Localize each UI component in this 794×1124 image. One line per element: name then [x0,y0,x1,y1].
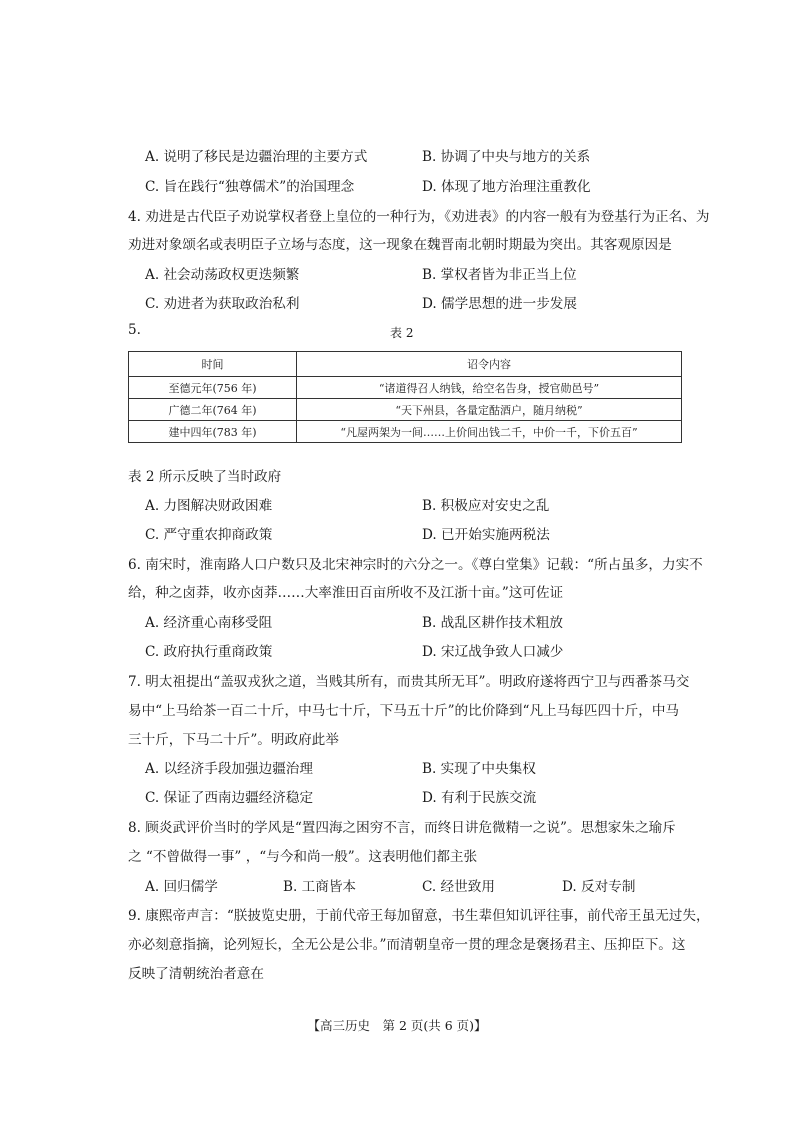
q6-stem-line2: 给，种之卤莽，收亦卤莽……大率淮田百亩所收不及江浙十亩。”这可佐证 [128,585,564,601]
table-cell-content: “天下州县，各量定酤酒户，随月纳税” [297,399,682,421]
q3-option-b: B. 协调了中央与地方的关系 [422,149,591,165]
q4-stem-line1: 4. 劝进是古代臣子劝说掌权者登上皇位的一种行为，《劝进表》的内容一般有为登基行为正名、为 [128,209,710,225]
q4-option-c: C. 劝进者为获取政治私利 [145,296,300,312]
q8-option-a: A. 回归儒学 [145,879,218,895]
q3-option-c: C. 旨在践行“独尊儒术”的治国理念 [145,179,355,195]
q7-stem-line2: 易中“上马给茶一百二十斤，中马七十斤，下马五十斤”的比价降到“凡上马每匹四十斤，中马 [128,703,680,719]
q5-option-c: C. 严守重农抑商政策 [145,527,273,543]
q7-stem-line3: 三十斤，下马二十斤”。明政府此举 [128,732,339,748]
page-footer: 【高三历史 第 2 页(共 6 页)】 [307,1018,487,1033]
q4-option-d: D. 儒学思想的进一步发展 [422,296,577,312]
q5-number: 5. [128,322,141,338]
q9-stem-line3: 反映了清朝统治者意在 [128,966,264,982]
q5-option-d: D. 已开始实施两税法 [422,527,550,543]
table-header-content: 诏令内容 [297,352,682,377]
q3-option-a: A. 说明了移民是边疆治理的主要方式 [145,149,368,165]
table-header-time: 时间 [129,352,297,377]
table-cell-time: 建中四年(783 年) [129,421,297,443]
table-row [129,421,682,443]
table-2 [128,351,682,443]
table-row [129,399,682,421]
q6-option-a: A. 经济重心南移受阻 [145,615,273,631]
q6-option-d: D. 宋辽战争致人口减少 [422,644,564,660]
table-row [129,377,682,399]
q9-stem-line1: 9. 康熙帝声言：“朕披览史册，于前代帝王每加留意，书生辈但知讥评往事，前代帝王虽无过失， [128,908,710,924]
q6-stem-line1: 6. 南宋时，淮南路人口户数只及北宋神宗时的六分之一。《尊白堂集》记载：“所占虽多，力实不 [128,557,703,573]
q7-option-d: D. 有利于民族交流 [422,790,537,806]
table-cell-time: 广德二年(764 年) [129,399,297,421]
q4-stem-line2: 劝进对象颂名或表明臣子立场与态度，这一现象在魏晋南北朝时期最为突出。其客观原因是 [128,237,672,253]
q7-option-b: B. 实现了中央集权 [422,761,536,777]
table-cell-content: “凡屋两架为一间……上价间出钱二千，中价一千，下价五百” [297,421,682,443]
q8-option-b: B. 工商皆本 [283,879,357,895]
table-header-row [129,352,682,377]
q6-option-b: B. 战乱区耕作技术粗放 [422,615,563,631]
q5-option-b: B. 积极应对安史之乱 [422,498,550,514]
table-title: 表 2 [390,326,414,340]
q5-stem: 表 2 所示反映了当时政府 [128,469,282,485]
q4-option-a: A. 社会动荡政权更迭频繁 [145,267,300,283]
q5-option-a: A. 力图解决财政困难 [145,498,273,514]
q8-stem-line1: 8. 顾炎武评价当时的学风是“置四海之困穷不言，而终日讲危微精一之说”。思想家朱之瑜斥 [128,820,676,836]
q4-option-b: B. 掌权者皆为非正当上位 [422,267,577,283]
q7-option-c: C. 保证了西南边疆经济稳定 [145,790,314,806]
q3-option-d: D. 体现了地方治理注重教化 [422,179,591,195]
q7-stem-line1: 7. 明太祖提出“盖驭戎狄之道，当贱其所有，而贵其所无耳”。明政府遂将西宁卫与西番茶马交 [128,674,690,690]
q9-stem-line2: 亦必刻意指摘，论列短长，全无公是公非。”而清朝皇帝一贯的理念是褒扬君主、压抑臣下。这 [128,937,686,953]
q6-option-c: C. 政府执行重商政策 [145,644,273,660]
q7-option-a: A. 以经济手段加强边疆治理 [145,761,313,777]
q8-stem-line2: 之 “不曾做得一事” ，“与今和尚一般”。这表明他们都主张 [128,849,478,865]
table-cell-time: 至德元年(756 年) [129,377,297,399]
q8-option-c: C. 经世致用 [422,879,495,895]
q8-option-d: D. 反对专制 [562,879,636,895]
table-cell-content: “诸道得召人纳钱，给空名告身，授官勋邑号” [297,377,682,399]
